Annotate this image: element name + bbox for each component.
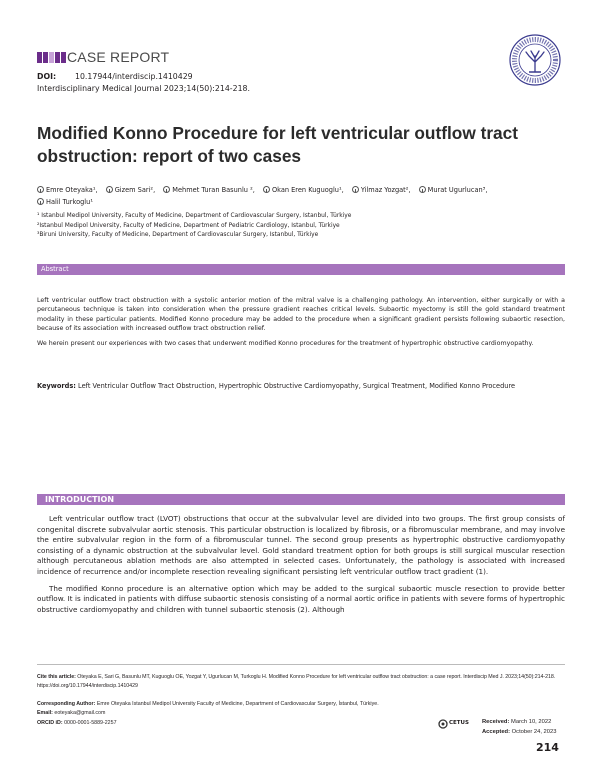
orcid-link[interactable]: 0000-0001-5889-2257 (64, 719, 117, 726)
author[interactable]: Yilmaz Yozgat², (352, 184, 411, 196)
author[interactable]: Okan Eren Kuguoglu¹, (263, 184, 344, 196)
page-number: 214 (536, 741, 559, 754)
accepted-date: October 24, 2023 (511, 729, 557, 735)
orcid-icon[interactable] (37, 186, 44, 193)
keywords (37, 382, 565, 392)
affiliation: ¹ Istanbul Medipol University, Faculty of Medicine, Department of Cardiovascular Surgery, Istanbul, Türkiye (37, 213, 352, 219)
article-type-label: CASE REPORT (67, 49, 170, 65)
university-seal-logo (509, 34, 561, 86)
cite-text: Oteyaka E, Sari G, Basunlu MT, Kuguoglu OE, Yozgat Y, Ugurlucan M, Turkoglu H. Modified Konno Procedure for left ventricular outflow tract obstruction: a case report. Interdiscip Med J. 2023;14(50):214-218. https://doi.org/10.17944/interdiscip.1410429 (37, 674, 556, 690)
orcid-icon[interactable] (37, 198, 44, 205)
orcid-icon[interactable] (106, 186, 113, 193)
author[interactable]: Mehmet Turan Basunlu ², (163, 184, 255, 196)
footer-divider (37, 664, 565, 665)
cetus-text: CETUS (449, 720, 469, 726)
orcid-label: ORCID iD: (37, 719, 63, 726)
abstract-paragraph: Left ventricular outflow tract obstruction with a systolic anterior motion of the mitral valve is a challenging pathology. An intervention, either surgically or with a percutaneous technique is taken into consideration when the pressure gradient reaches critical levels. Subaortic myectomy is still the gold standard treatment modality in these particular patients. Modified Konno procedure may be added to the procedure when a significant gradient persists following subaortic resection, because of its association with increased outflow tract obstruction relief. (37, 297, 565, 332)
email-link[interactable]: eoteyaka@gmail.com (54, 710, 106, 717)
abstract-body (37, 296, 565, 354)
article-meta (37, 71, 250, 95)
author[interactable]: Gizem Sari², (106, 184, 156, 196)
accepted-label: Accepted: (482, 729, 511, 735)
introduction-body (37, 514, 565, 621)
email-label: Email: (37, 710, 53, 717)
affiliation: ³Biruni University, Faculty of Medicine, Department of Cardiovascular Surgery, Istanbul, Türkiye (37, 232, 319, 239)
author[interactable]: Murat Ugurlucan³, (419, 184, 488, 196)
orcid-icon[interactable] (352, 186, 359, 193)
introduction-paragraph: The modified Konno procedure is an alternative option which may be added to the surgical subaortic muscle resection to provide better outflow. It is indicated in patients with diffuse subaortic stenosis consisting of a normal aortic orifice in patients with severe forms of hypertrophic obstructive cardiomyopathy and children with tunnel subaortic stenosis (2). Although (37, 583, 565, 614)
doi-link[interactable]: 10.17944/interdiscip.1410429 (75, 72, 193, 81)
correspondence-block (37, 700, 467, 728)
dates-block (482, 717, 556, 737)
abstract-paragraph: We herein present our experiences with two cases that underwent modified Konno procedures for the treatment of hypertrophic obstructive cardiomyopathy. (37, 340, 534, 348)
keywords-label: Keywords: (37, 382, 76, 390)
author-list (37, 184, 557, 208)
introduction-paragraph: Left ventricular outflow tract (LVOT) obstructions that occur at the subvalvular level are divided into two groups. The first group consists of congenital discrete subvalvular aortic stenosis. This particular obstruction is localized by fibrosis, or a fibromuscular membrane, and may involve the entire subvalvular region in the form of a fibromuscular tunnel. The second group presents as hypertrophic obstructive cardiomyopathy consisting of a dynamic obstruction at the subvalvular level. Gold standard treatment option for both groups is still surgical muscular resection although percutaneous ablation methods are also attempted in selected cases. Unfortunately, the pathology is associated with increased incidence of recurrence and/or incomplete resection revealing significant persisting left ventricular outflow tract gradient (1). (37, 514, 565, 576)
received-label: Received: (482, 719, 510, 725)
author[interactable]: Emre Oteyaka¹, (37, 184, 98, 196)
cite-label: Cite this article: (37, 674, 76, 680)
article-title: Modified Konno Procedure for left ventricular outflow tract obstruction: report of two cases (37, 123, 519, 166)
cetus-logo (438, 718, 474, 732)
orcid-icon[interactable] (263, 186, 270, 193)
corr-label: Corresponding Author: (37, 701, 96, 707)
affiliations (37, 212, 351, 241)
header-decoration (37, 52, 66, 63)
keywords-text: Left Ventricular Outflow Tract Obstruction, Hypertrophic Obstructive Cardiomyopathy, Surgical Treatment, Modified Konno Procedure (78, 382, 516, 390)
author[interactable]: Halil Turkoglu¹ (37, 196, 93, 208)
journal-citation: Interdisciplinary Medical Journal 2023;14(50):214-218. (37, 84, 250, 93)
citation-block (37, 673, 565, 692)
introduction-heading: INTRODUCTION (37, 494, 565, 505)
affiliation: ²Istanbul Medipol University, Faculty of Medicine, Department of Pediatric Cardiology, Istanbul, Türkiye (37, 222, 340, 229)
doi-label: DOI: (37, 72, 57, 81)
abstract-heading: Abstract (37, 264, 565, 275)
orcid-icon[interactable] (163, 186, 170, 193)
corr-text: Emre Oteyaka Istanbul Medipol University Faculty of Medicine, Department of Cardiovascular Surgery, İstanbul, Türkiye. (96, 701, 379, 707)
received-date: March 10, 2022 (511, 719, 552, 725)
orcid-icon[interactable] (419, 186, 426, 193)
